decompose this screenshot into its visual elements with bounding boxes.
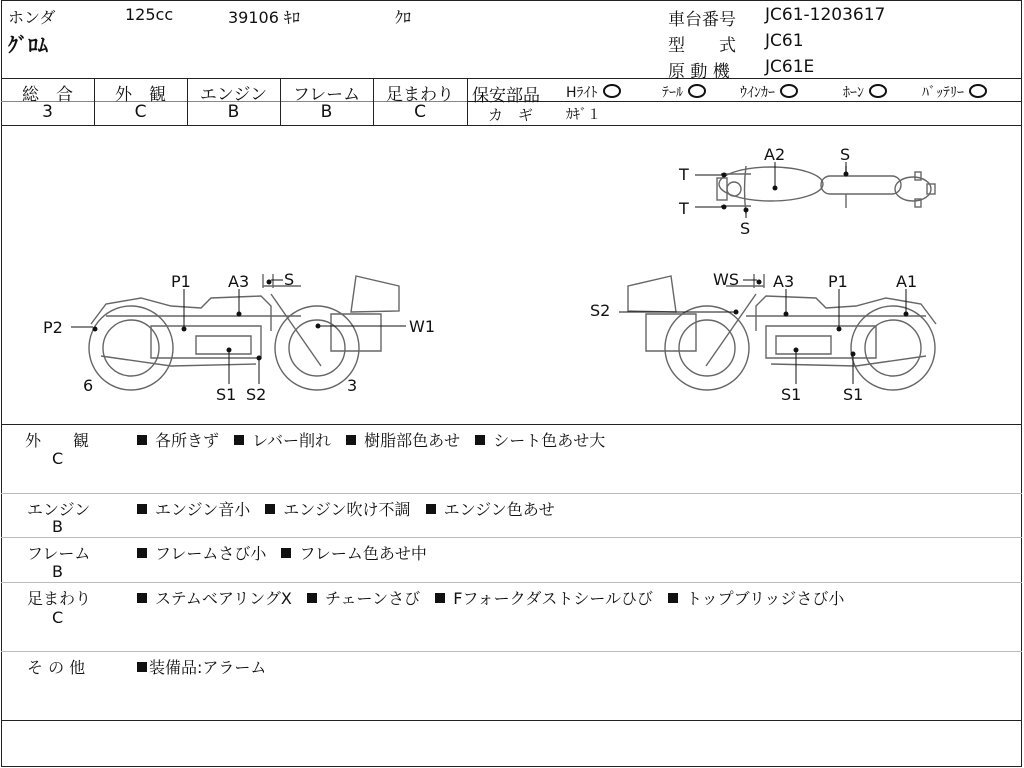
check-circle-icon: [780, 84, 798, 98]
grade-frame-label: フレーム: [292, 85, 361, 105]
type-label: 型 式: [668, 36, 736, 56]
list-item: エンジン音小: [155, 500, 251, 519]
list-item: 各所きず: [155, 431, 220, 450]
divider: [467, 78, 468, 125]
square-bullet-icon: [668, 593, 678, 603]
square-bullet-icon: [281, 548, 291, 558]
right-side-motorcycle-icon: [628, 274, 936, 390]
diagram-label: A3: [228, 272, 250, 291]
divider: [1, 424, 1022, 425]
type-value: JC61: [765, 31, 804, 51]
list-item: シート色あせ大: [493, 431, 606, 450]
safety-item: [566, 82, 621, 102]
left-side-motorcycle-icon: [89, 274, 399, 390]
square-bullet-icon: [265, 504, 275, 514]
list-item: トップブリッジさび小: [686, 589, 845, 608]
divider: [1, 78, 1022, 79]
engine-value: JC61E: [765, 57, 815, 77]
diagram-label: W1: [409, 317, 435, 336]
diagram-label: P1: [171, 272, 191, 291]
diagram-label: WS: [713, 270, 739, 289]
list-item: エンジン色あせ: [443, 500, 555, 519]
square-bullet-icon: [234, 435, 244, 445]
section-title: 外 観: [25, 431, 90, 450]
section-items: [137, 497, 565, 520]
list-item: 樹脂部色あせ: [364, 431, 461, 450]
diagram-label: A3: [773, 272, 795, 291]
diagram-label: A2: [764, 145, 786, 164]
grade-total-value: 3: [42, 102, 53, 122]
diagram-label: S: [284, 270, 295, 289]
diagram-label: S1: [781, 385, 802, 404]
diagram-label: T: [679, 165, 689, 184]
divider: [1, 537, 1022, 538]
square-bullet-icon: [137, 593, 147, 603]
square-bullet-icon: [346, 435, 356, 445]
grade-engine-value: B: [227, 102, 240, 122]
engine-label: 原 動 機: [668, 62, 730, 82]
square-bullet-icon: [307, 593, 317, 603]
diagram-label: S1: [216, 385, 237, 404]
diagram-label: T: [679, 199, 689, 218]
key-label: カ ギ: [488, 106, 534, 124]
section-title: そ の 他: [27, 658, 86, 677]
divider: [1, 720, 1022, 721]
displacement: 125cc: [125, 5, 174, 24]
safety-item-name: ｳｲﾝｶｰ: [740, 85, 775, 101]
divider: [1, 651, 1022, 652]
mileage: 39106 ｷﾛ: [228, 8, 300, 27]
square-bullet-icon: [137, 662, 147, 672]
diagram-label: S2: [590, 301, 611, 320]
key-value: ｶｷﾞ１: [566, 107, 601, 123]
diagram-label: P2: [43, 318, 63, 337]
square-bullet-icon: [137, 435, 147, 445]
maker: ホンダ: [8, 8, 56, 27]
grade-engine-label: エンジン: [199, 85, 268, 105]
motorcycle-diagram: [1, 126, 1021, 424]
section-title: エンジン: [27, 500, 91, 519]
diagram-label: P1: [828, 272, 848, 291]
safety-item-name: ﾎｰﾝ: [843, 85, 864, 101]
section-items: [137, 655, 276, 678]
diagram-label: A1: [896, 272, 918, 291]
section-grade: C: [52, 449, 64, 468]
safety-item-name: Hﾗｲﾄ: [566, 85, 598, 101]
diagram-label: 3: [347, 376, 358, 395]
grade-total-label: 総 合: [22, 85, 73, 105]
section-items: [137, 586, 854, 609]
square-bullet-icon: [435, 593, 445, 603]
square-bullet-icon: [475, 435, 485, 445]
diagram-label: S1: [843, 385, 864, 404]
square-bullet-icon: [137, 548, 147, 558]
safety-item: [843, 82, 887, 102]
diagram-label: S: [840, 145, 851, 164]
square-bullet-icon: [426, 504, 436, 514]
list-item: チェーンさび: [324, 589, 421, 608]
square-bullet-icon: [137, 504, 147, 514]
section-grade: B: [52, 517, 63, 536]
diagram-label: S2: [246, 385, 267, 404]
safety-label: 保安部品: [472, 86, 540, 106]
section-title: フレーム: [27, 544, 91, 563]
divider: [1, 582, 1022, 583]
divider: [1, 493, 1022, 494]
safety-item-name: ﾃｰﾙ: [662, 85, 683, 101]
section-title: 足まわり: [27, 589, 92, 608]
check-circle-icon: [603, 84, 621, 98]
list-item: 装備品:アラーム: [149, 658, 267, 677]
frame-no-label: 車台番号: [668, 10, 736, 30]
grade-suspension-label: 足まわり: [386, 85, 454, 105]
list-item: Fフォークダストシールひび: [453, 589, 654, 608]
check-circle-icon: [969, 84, 987, 98]
section-items: [137, 541, 437, 564]
list-item: フレーム色あせ中: [299, 544, 427, 563]
grade-frame-value: B: [320, 102, 333, 122]
section-grade: B: [52, 562, 63, 581]
model-name: ｸﾞﾛﾑ: [8, 33, 48, 57]
list-item: エンジン吹け不調: [283, 500, 411, 519]
check-circle-icon: [688, 84, 706, 98]
safety-item-name: ﾊﾞｯﾃﾘｰ: [922, 85, 964, 101]
diagram-label: S: [740, 219, 751, 238]
safety-item: [662, 82, 706, 102]
list-item: フレームさび小: [155, 544, 267, 563]
color: ｸﾛ: [395, 8, 412, 27]
safety-item: [740, 82, 798, 102]
grade-exterior-value: C: [134, 102, 147, 122]
safety-item: [922, 82, 987, 102]
list-item: ステムベアリングX: [155, 589, 292, 608]
section-items: [137, 428, 615, 451]
list-item: レバー削れ: [252, 431, 331, 450]
frame-no: JC61-1203617: [765, 5, 886, 25]
top-view-motorcycle-icon: [717, 166, 935, 214]
grade-suspension-value: C: [414, 102, 426, 122]
grade-exterior-label: 外 観: [115, 85, 166, 105]
section-grade: C: [52, 608, 64, 627]
diagram-label: 6: [83, 376, 94, 395]
check-circle-icon: [869, 84, 887, 98]
